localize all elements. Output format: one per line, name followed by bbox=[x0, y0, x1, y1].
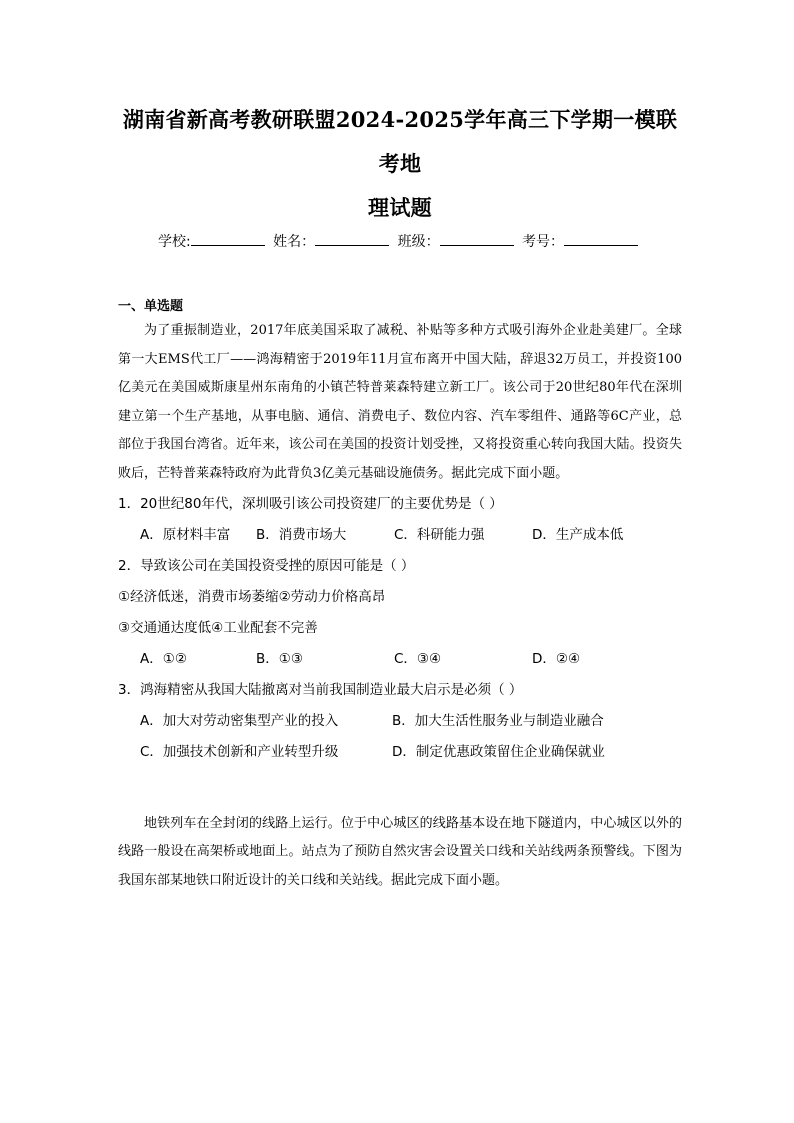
question-1-option-c[interactable]: C．科研能力强 bbox=[394, 526, 485, 543]
question-1-option-b[interactable]: B．消费市场大 bbox=[256, 526, 347, 543]
question-1-option-d[interactable]: D．生产成本低 bbox=[532, 526, 624, 543]
question-2-options bbox=[118, 644, 682, 675]
question-1-option-a[interactable]: A．原材料丰富 bbox=[140, 526, 231, 543]
question-2-option-a[interactable]: A．①② bbox=[140, 650, 187, 667]
question-2-statements-line-2: ③交通通达度低④工业配套不完善 bbox=[118, 619, 318, 636]
question-3-option-d[interactable]: D．制定优惠政策留住企业确保就业 bbox=[392, 743, 605, 760]
student-info-row bbox=[118, 230, 682, 253]
reading-passage-1: 为了重振制造业，2017年底美国采取了减税、补贴等多种方式吸引海外企业赴美建厂。全球第一大EMS代工厂——鸿海精密于2019年11月宣布离开中国大陆，辞退32万员工，并投资100亿美元在美国威斯康星州东南角的小镇芒特普莱森特建立新工厂。该公司于20世纪80年代在深圳建立第一个生产基地，从事电脑、通信、消费电子、数位内容、汽车零组件、通路等6C产业，总部位于我国台湾省。近年来，该公司在美国的投资计划受挫，又将投资重心转向我国大陆。投资失败后，芒特普莱森特政府为此背负3亿美元基础设施债务。据此完成下面小题。 bbox=[118, 323, 682, 481]
question-2-statements-line-1: ①经济低迷，消费市场萎缩②劳动力价格高昂 bbox=[118, 588, 386, 605]
question-3-options-row-2 bbox=[118, 737, 682, 768]
class-blank[interactable] bbox=[440, 230, 514, 246]
question-3-option-a[interactable]: A．加大对劳动密集型产业的投入 bbox=[140, 712, 339, 729]
reading-passage-2: 地铁列车在全封闭的线路上运行。位于中心城区的线路基本设在地下隧道内，中心城区以外的线路一般设在高架桥或地面上。站点为了预防自然灾害会设置关口线和关站线两条预警线。下图为我国东部某地铁口附近设计的关口线和关站线。据此完成下面小题。 bbox=[118, 815, 682, 888]
question-1-options bbox=[118, 520, 682, 551]
question-2-option-c[interactable]: C．③④ bbox=[394, 650, 442, 667]
school-label: 学校: bbox=[157, 234, 191, 250]
exam-title-continued: 理试题 bbox=[368, 195, 432, 220]
exam-title: 湖南省新高考教研联盟2024-2025学年高三下学期一模联考地 bbox=[122, 107, 678, 176]
question-2-option-d[interactable]: D．②④ bbox=[532, 650, 581, 667]
question-3-stem: 3．鸿海精密从我国大陆撤离对当前我国制造业最大启示是必须（ ） bbox=[118, 681, 523, 698]
question-3-option-b[interactable]: B．加大生活性服务业与制造业融合 bbox=[392, 712, 604, 729]
class-label: 班级： bbox=[397, 234, 440, 250]
question-2-stem: 2．导致该公司在美国投资受挫的原因可能是（ ） bbox=[118, 557, 415, 574]
school-blank[interactable] bbox=[191, 230, 265, 246]
question-3-option-c[interactable]: C．加强技术创新和产业转型升级 bbox=[140, 743, 339, 760]
section-heading: 一、单选题 bbox=[118, 299, 184, 314]
exam-number-label: 考号： bbox=[522, 234, 565, 250]
name-blank[interactable] bbox=[315, 230, 389, 246]
question-3-options-row-1 bbox=[118, 706, 682, 737]
exam-number-blank[interactable] bbox=[564, 230, 638, 246]
question-1-stem: 1．20世纪80年代，深圳吸引该公司投资建厂的主要优势是（ ） bbox=[118, 495, 503, 512]
question-2-option-b[interactable]: B．①③ bbox=[256, 650, 303, 667]
name-label: 姓名： bbox=[273, 234, 316, 250]
